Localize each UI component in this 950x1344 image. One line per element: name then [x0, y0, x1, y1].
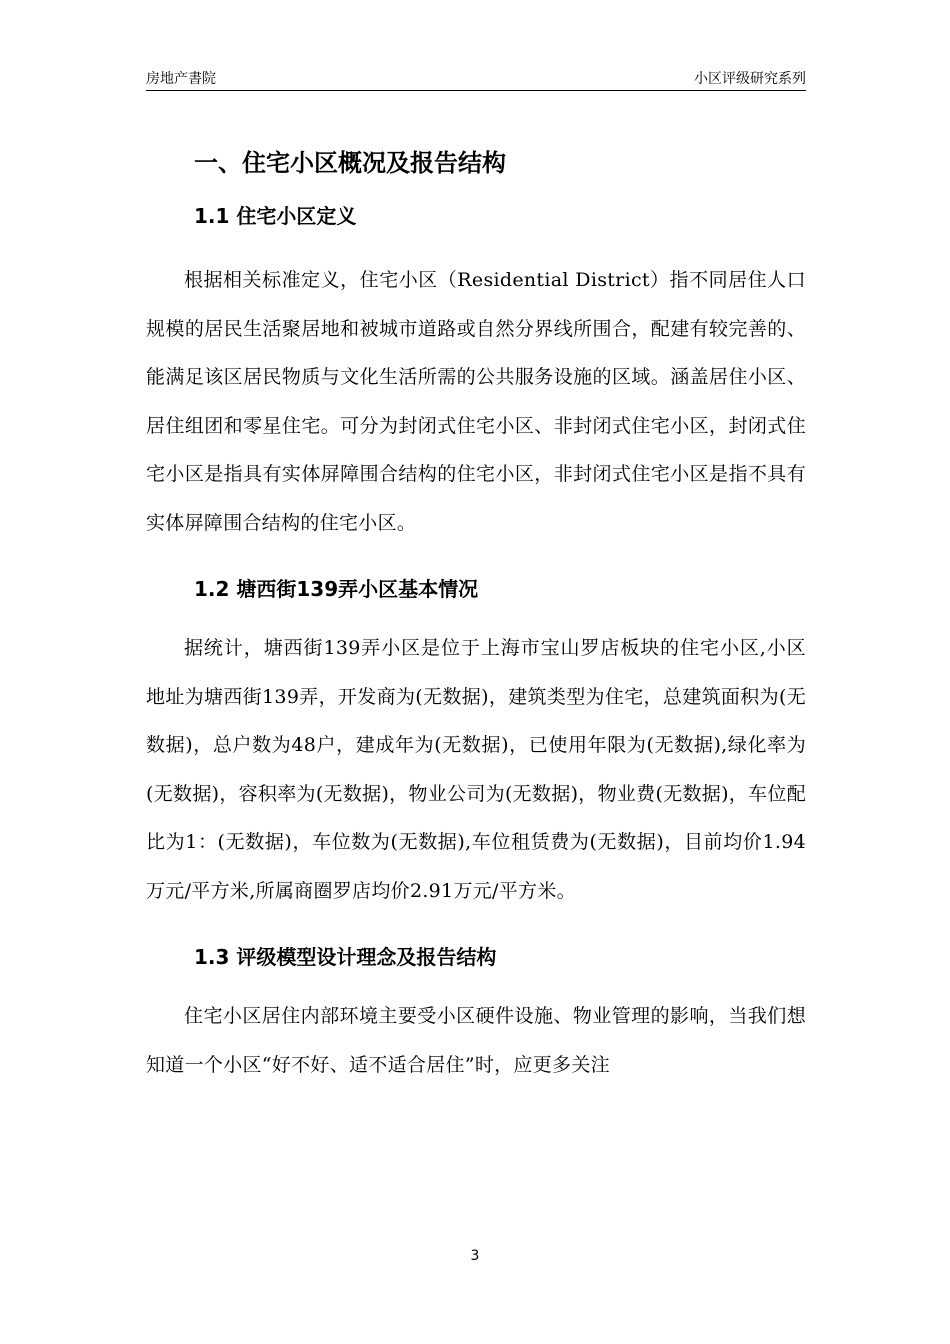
subsection-heading-1-1: 1.1 住宅小区定义	[194, 204, 357, 228]
subsection-paragraph-1-1: 根据相关标准定义，住宅小区（Residential District）指不同居住人口规模的居民生活聚居地和被城市道路或自然分界线所围合，配建有较完善的、能满足该区居民物质与文化生活所需的公共服务设施的区域。涵盖居住小区、居住组团和零星住宅。可分为封闭式住宅小区、非封闭式住宅小区，封闭式住宅小区是指具有实体屏障围合结构的住宅小区，非封闭式住宅小区是指不具有实体屏障围合结构的住宅小区。	[146, 269, 806, 534]
section-title: 一、住宅小区概况及报告结构	[194, 149, 506, 177]
subsection-heading-1-3: 1.3 评级模型设计理念及报告结构	[194, 945, 497, 969]
subsection-heading-1-2: 1.2 塘西街139弄小区基本情况	[194, 577, 479, 601]
page-header	[146, 66, 806, 91]
header-right-text: 小区评级研究系列	[694, 71, 806, 87]
subsection-paragraph-1-3: 住宅小区居住内部环境主要受小区硬件设施、物业管理的影响，当我们想知道一个小区“好不好、适不适合居住”时，应更多关注	[146, 1005, 806, 1076]
header-left-text: 房地产書院	[146, 71, 216, 87]
page-number: 3	[470, 1248, 480, 1264]
page-content	[146, 138, 806, 1089]
subsection-paragraph-1-2: 据统计，塘西街139弄小区是位于上海市宝山罗店板块的住宅小区,小区地址为塘西街139弄，开发商为(无数据)，建筑类型为住宅，总建筑面积为(无数据)，总户数为48户，建成年为(无数据)，已使用年限为(无数据),绿化率为(无数据)，容积率为(无数据)，物业公司为(无数据)，物业费(无数据)，车位配比为1：(无数据)，车位数为(无数据),车位租赁费为(无数据)，目前均价1.94万元/平方米,所属商圈罗店均价2.91万元/平方米。	[146, 637, 807, 902]
